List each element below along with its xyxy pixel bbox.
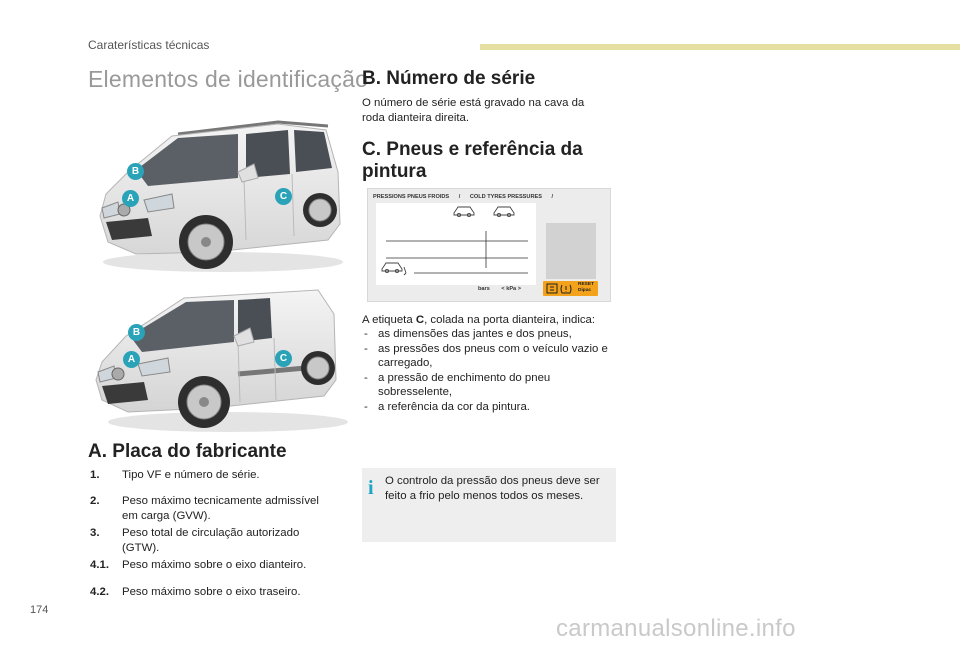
header-accent-bar [480, 44, 960, 50]
list-item: - as pressões dos pneus com o veículo vazio e carregado, [362, 342, 616, 371]
intro-suffix: , colada na porta dianteira, indica: [424, 314, 596, 326]
section-a-title: A. Placa do fabricante [88, 441, 287, 462]
spec-text: Peso máximo sobre o eixo dianteiro. [122, 559, 307, 571]
marker-a: A [123, 351, 140, 368]
section-c-title-line2: pintura [362, 161, 427, 182]
page-number: 174 [30, 604, 49, 616]
spec-number: 4.2. [90, 586, 109, 598]
section-c-title [362, 139, 583, 183]
spec-text: Peso máximo tecnicamente admissível em carga (GVW). [122, 495, 319, 522]
label-reset-badge [543, 281, 598, 296]
section-b-text: O número de série está gravado na cava da roda dianteira direita. [362, 97, 585, 124]
intro-prefix: A etiqueta [362, 314, 416, 326]
label-sep: / [551, 194, 554, 200]
section-label: Caraterísticas técnicas [88, 38, 210, 52]
label-reset-text [578, 282, 594, 294]
label-units [478, 286, 521, 292]
label-reset-line1: RESET [578, 282, 594, 287]
list-item: - a pressão de enchimento do pneu sobresselente, [362, 371, 616, 400]
spec-number: 2. [90, 495, 100, 507]
spec-number: 1. [90, 469, 100, 481]
info-text: O controlo da pressão dos pneus deve ser feito a frio pelo menos todos os meses. [385, 475, 600, 502]
marker-a: A [122, 190, 139, 207]
spec-text: Peso total de circulação autorizado (GTW). [122, 527, 300, 554]
label-units-bars: bars [478, 286, 490, 292]
section-c-intro [362, 313, 616, 328]
tyre-pressure-label [367, 188, 611, 302]
label-header-en: COLD TYRES PRESSURES [469, 194, 542, 200]
section-c-list [362, 327, 616, 414]
spec-number: 4.1. [90, 559, 109, 571]
intro-bold: C [415, 314, 425, 326]
car-illustration-passenger [88, 112, 350, 278]
watermark: carmanualsonline.info [556, 615, 796, 642]
marker-b: B [128, 324, 145, 341]
spec-text: Tipo VF e número de série. [122, 469, 260, 481]
info-box [362, 468, 616, 542]
section-b-title: B. Número de série [362, 68, 536, 89]
spec-text: Peso máximo sobre o eixo traseiro. [122, 586, 301, 598]
marker-c: C [275, 350, 292, 367]
car-illustration-van [88, 284, 350, 436]
list-item: - as dimensões das jantes e dos pneus, [362, 327, 616, 342]
label-reset-line2: Dipac [578, 288, 592, 293]
label-sep: / [458, 194, 461, 200]
page-title: Elementos de identificação [88, 66, 369, 92]
label-table [376, 203, 536, 285]
info-icon: i [368, 477, 374, 499]
label-header [373, 194, 553, 200]
list-item: - a referência da cor da pintura. [362, 400, 616, 415]
label-units-kpa: < kPa > [501, 286, 521, 292]
section-c-title-line1: C. Pneus e referência da [362, 139, 583, 160]
marker-c: C [275, 188, 292, 205]
label-header-fr: PRESSIONS PNEUS FROIDS [373, 194, 450, 200]
label-paint-area [546, 223, 596, 279]
spec-number: 3. [90, 527, 100, 539]
marker-b: B [127, 163, 144, 180]
